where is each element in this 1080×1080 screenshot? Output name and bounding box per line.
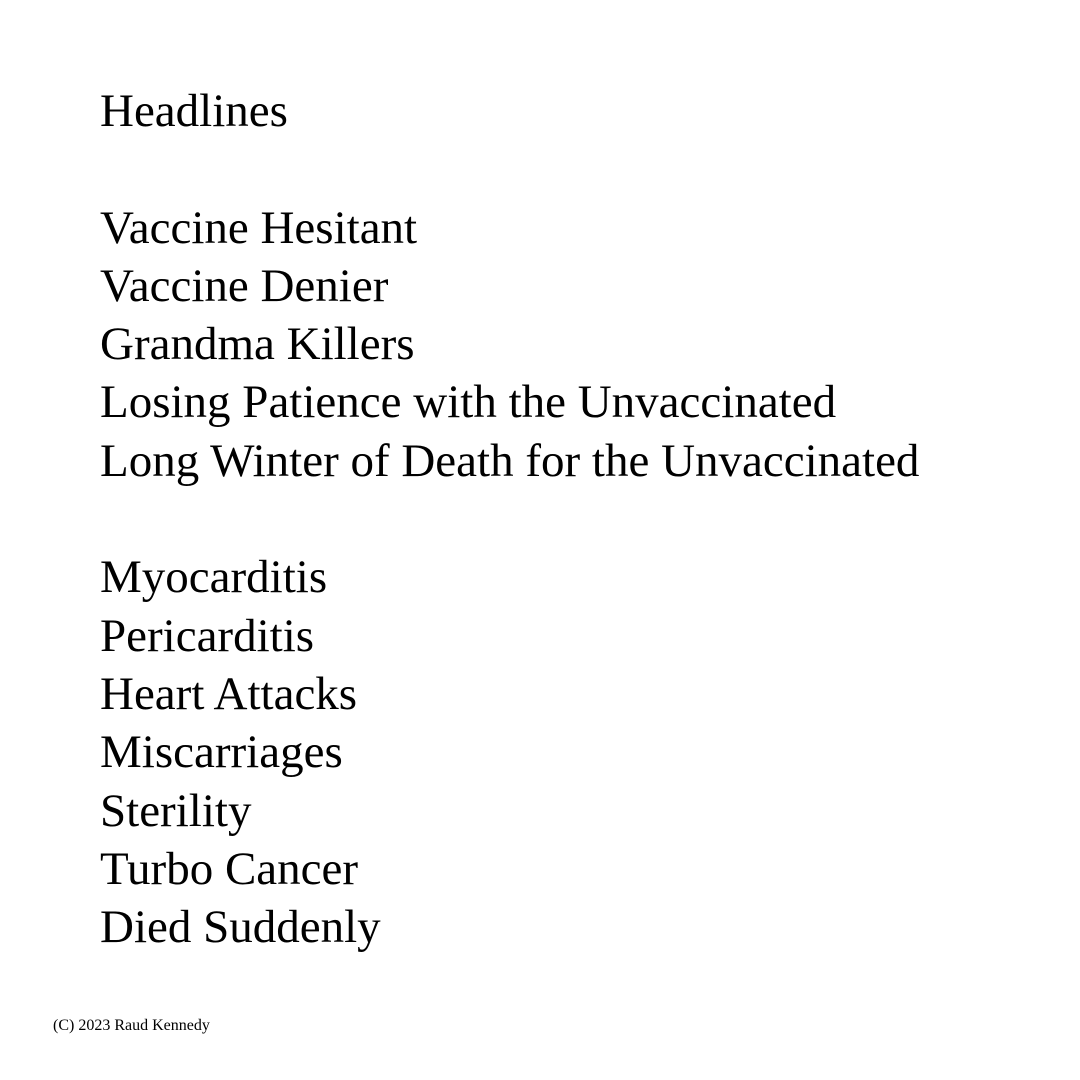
stanza-break — [100, 490, 1060, 548]
poem-line: Vaccine Hesitant — [100, 201, 418, 254]
stanza-2 — [100, 548, 1060, 956]
poem-line: Miscarriages — [100, 726, 343, 779]
copyright-notice: (C) 2023 Raud Kennedy — [53, 1017, 210, 1034]
poem-title: Headlines — [100, 85, 288, 137]
poem — [100, 82, 1060, 956]
poem-line: Sterility — [100, 784, 252, 837]
poem-line: Died Suddenly — [100, 901, 381, 954]
poem-line: Losing Patience with the Unvaccinated — [100, 376, 837, 429]
poem-line: Long Winter of Death for the Unvaccinated — [100, 434, 920, 487]
poem-line: Myocarditis — [100, 551, 328, 604]
poem-line: Vaccine Denier — [100, 259, 389, 312]
poem-line: Pericarditis — [100, 609, 315, 662]
stanza-break — [100, 140, 1060, 198]
poem-line: Turbo Cancer — [100, 842, 359, 895]
stanza-1 — [100, 199, 1060, 490]
poem-line: Grandma Killers — [100, 318, 415, 371]
poem-line: Heart Attacks — [100, 667, 358, 720]
